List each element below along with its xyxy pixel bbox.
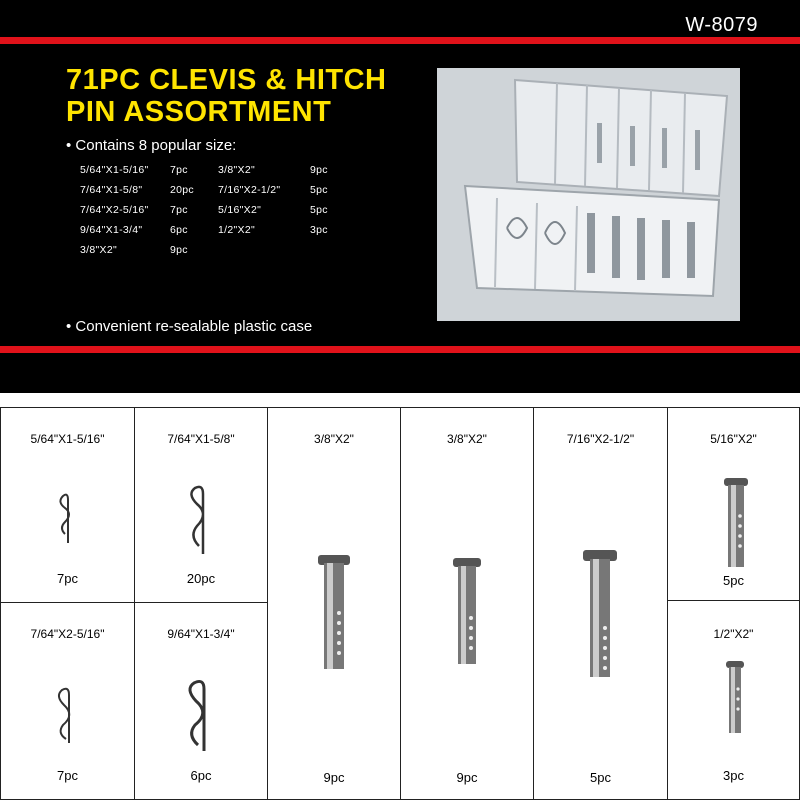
compartment-qty: 5pc	[590, 770, 611, 785]
spec-size: 3/8"X2"	[80, 244, 117, 256]
top-red-stripe	[0, 37, 800, 44]
spec-size: 7/16"X2-1/2"	[218, 184, 281, 196]
product-title	[66, 64, 387, 128]
compartment-5-64x1-5-16	[0, 407, 135, 603]
compartment-1-2x2	[667, 600, 800, 800]
clevis-pin-icon	[722, 476, 750, 570]
clevis-pin-icon	[449, 556, 485, 668]
spec-size: 9/64"X1-3/4"	[80, 224, 143, 236]
spec-qty: 7pc	[170, 204, 188, 216]
clevis-pin-icon	[724, 659, 746, 735]
compartment-label: 9/64"X1-3/4"	[167, 627, 235, 641]
product-photo	[437, 68, 740, 321]
compartment-label: 7/16"X2-1/2"	[566, 432, 635, 446]
compartment-label: 5/64"X1-5/16"	[30, 432, 105, 446]
compartment-3-8x2-a	[267, 407, 401, 800]
compartment-qty: 7pc	[57, 571, 78, 586]
compartment-qty: 5pc	[723, 573, 744, 588]
compartment-7-16x2-1-2	[533, 407, 668, 800]
compartment-7-64x1-5-8	[134, 407, 268, 603]
clevis-pin-icon	[314, 553, 354, 673]
spec-size: 5/16"X2"	[218, 204, 262, 216]
bottom-red-stripe	[0, 346, 800, 353]
compartment-7-64x2-5-16	[0, 602, 135, 800]
compartment-label: 1/2"X2"	[713, 627, 754, 641]
spec-qty: 9pc	[170, 244, 188, 256]
compartment-label: 7/64"X2-5/16"	[30, 627, 105, 641]
compartment-grid	[0, 407, 800, 800]
spec-size: 3/8"X2"	[218, 164, 255, 176]
compartment-label: 3/8"X2"	[447, 432, 487, 446]
hitch-pin-clip-icon	[183, 480, 223, 558]
spec-qty: 9pc	[310, 164, 328, 176]
spec-qty: 20pc	[170, 184, 194, 196]
bullet-case: • Convenient re-sealable plastic case	[66, 318, 313, 335]
spec-qty: 5pc	[310, 204, 328, 216]
compartment-label: 5/16"X2"	[710, 432, 757, 446]
spec-qty: 7pc	[170, 164, 188, 176]
compartment-qty: 9pc	[456, 770, 478, 785]
compartment-qty: 9pc	[323, 770, 345, 785]
compartment-label: 7/64"X1-5/8"	[167, 432, 235, 446]
hitch-pin-clip-icon	[180, 675, 224, 755]
spec-qty: 3pc	[310, 224, 328, 236]
clevis-pin-icon	[580, 548, 620, 680]
compartment-qty: 6pc	[190, 768, 212, 783]
hitch-pin-clip-icon	[53, 488, 83, 548]
compartment-3-8x2-b	[400, 407, 534, 800]
title-line-1: 71PC CLEVIS & HITCH	[66, 64, 387, 96]
compartment-label: 3/8"X2"	[314, 432, 354, 446]
bullet-contains: • Contains 8 popular size:	[66, 137, 237, 154]
spec-size: 7/64"X2-5/16"	[80, 204, 149, 216]
compartment-qty: 3pc	[723, 768, 744, 783]
compartment-5-16x2	[667, 407, 800, 601]
compartment-9-64x1-3-4	[134, 602, 268, 800]
spec-size: 7/64"X1-5/8"	[80, 184, 143, 196]
spec-size: 5/64"X1-5/16"	[80, 164, 149, 176]
title-line-2: PIN ASSORTMENT	[66, 96, 332, 128]
product-code: W-8079	[685, 14, 758, 36]
header-banner	[0, 0, 800, 393]
spec-size: 1/2"X2"	[218, 224, 255, 236]
compartment-qty: 7pc	[57, 768, 78, 783]
spec-qty: 6pc	[170, 224, 188, 236]
compartment-qty: 20pc	[186, 571, 216, 586]
hitch-pin-clip-icon	[51, 683, 87, 747]
spec-qty: 5pc	[310, 184, 328, 196]
plastic-case-icon	[437, 68, 740, 321]
